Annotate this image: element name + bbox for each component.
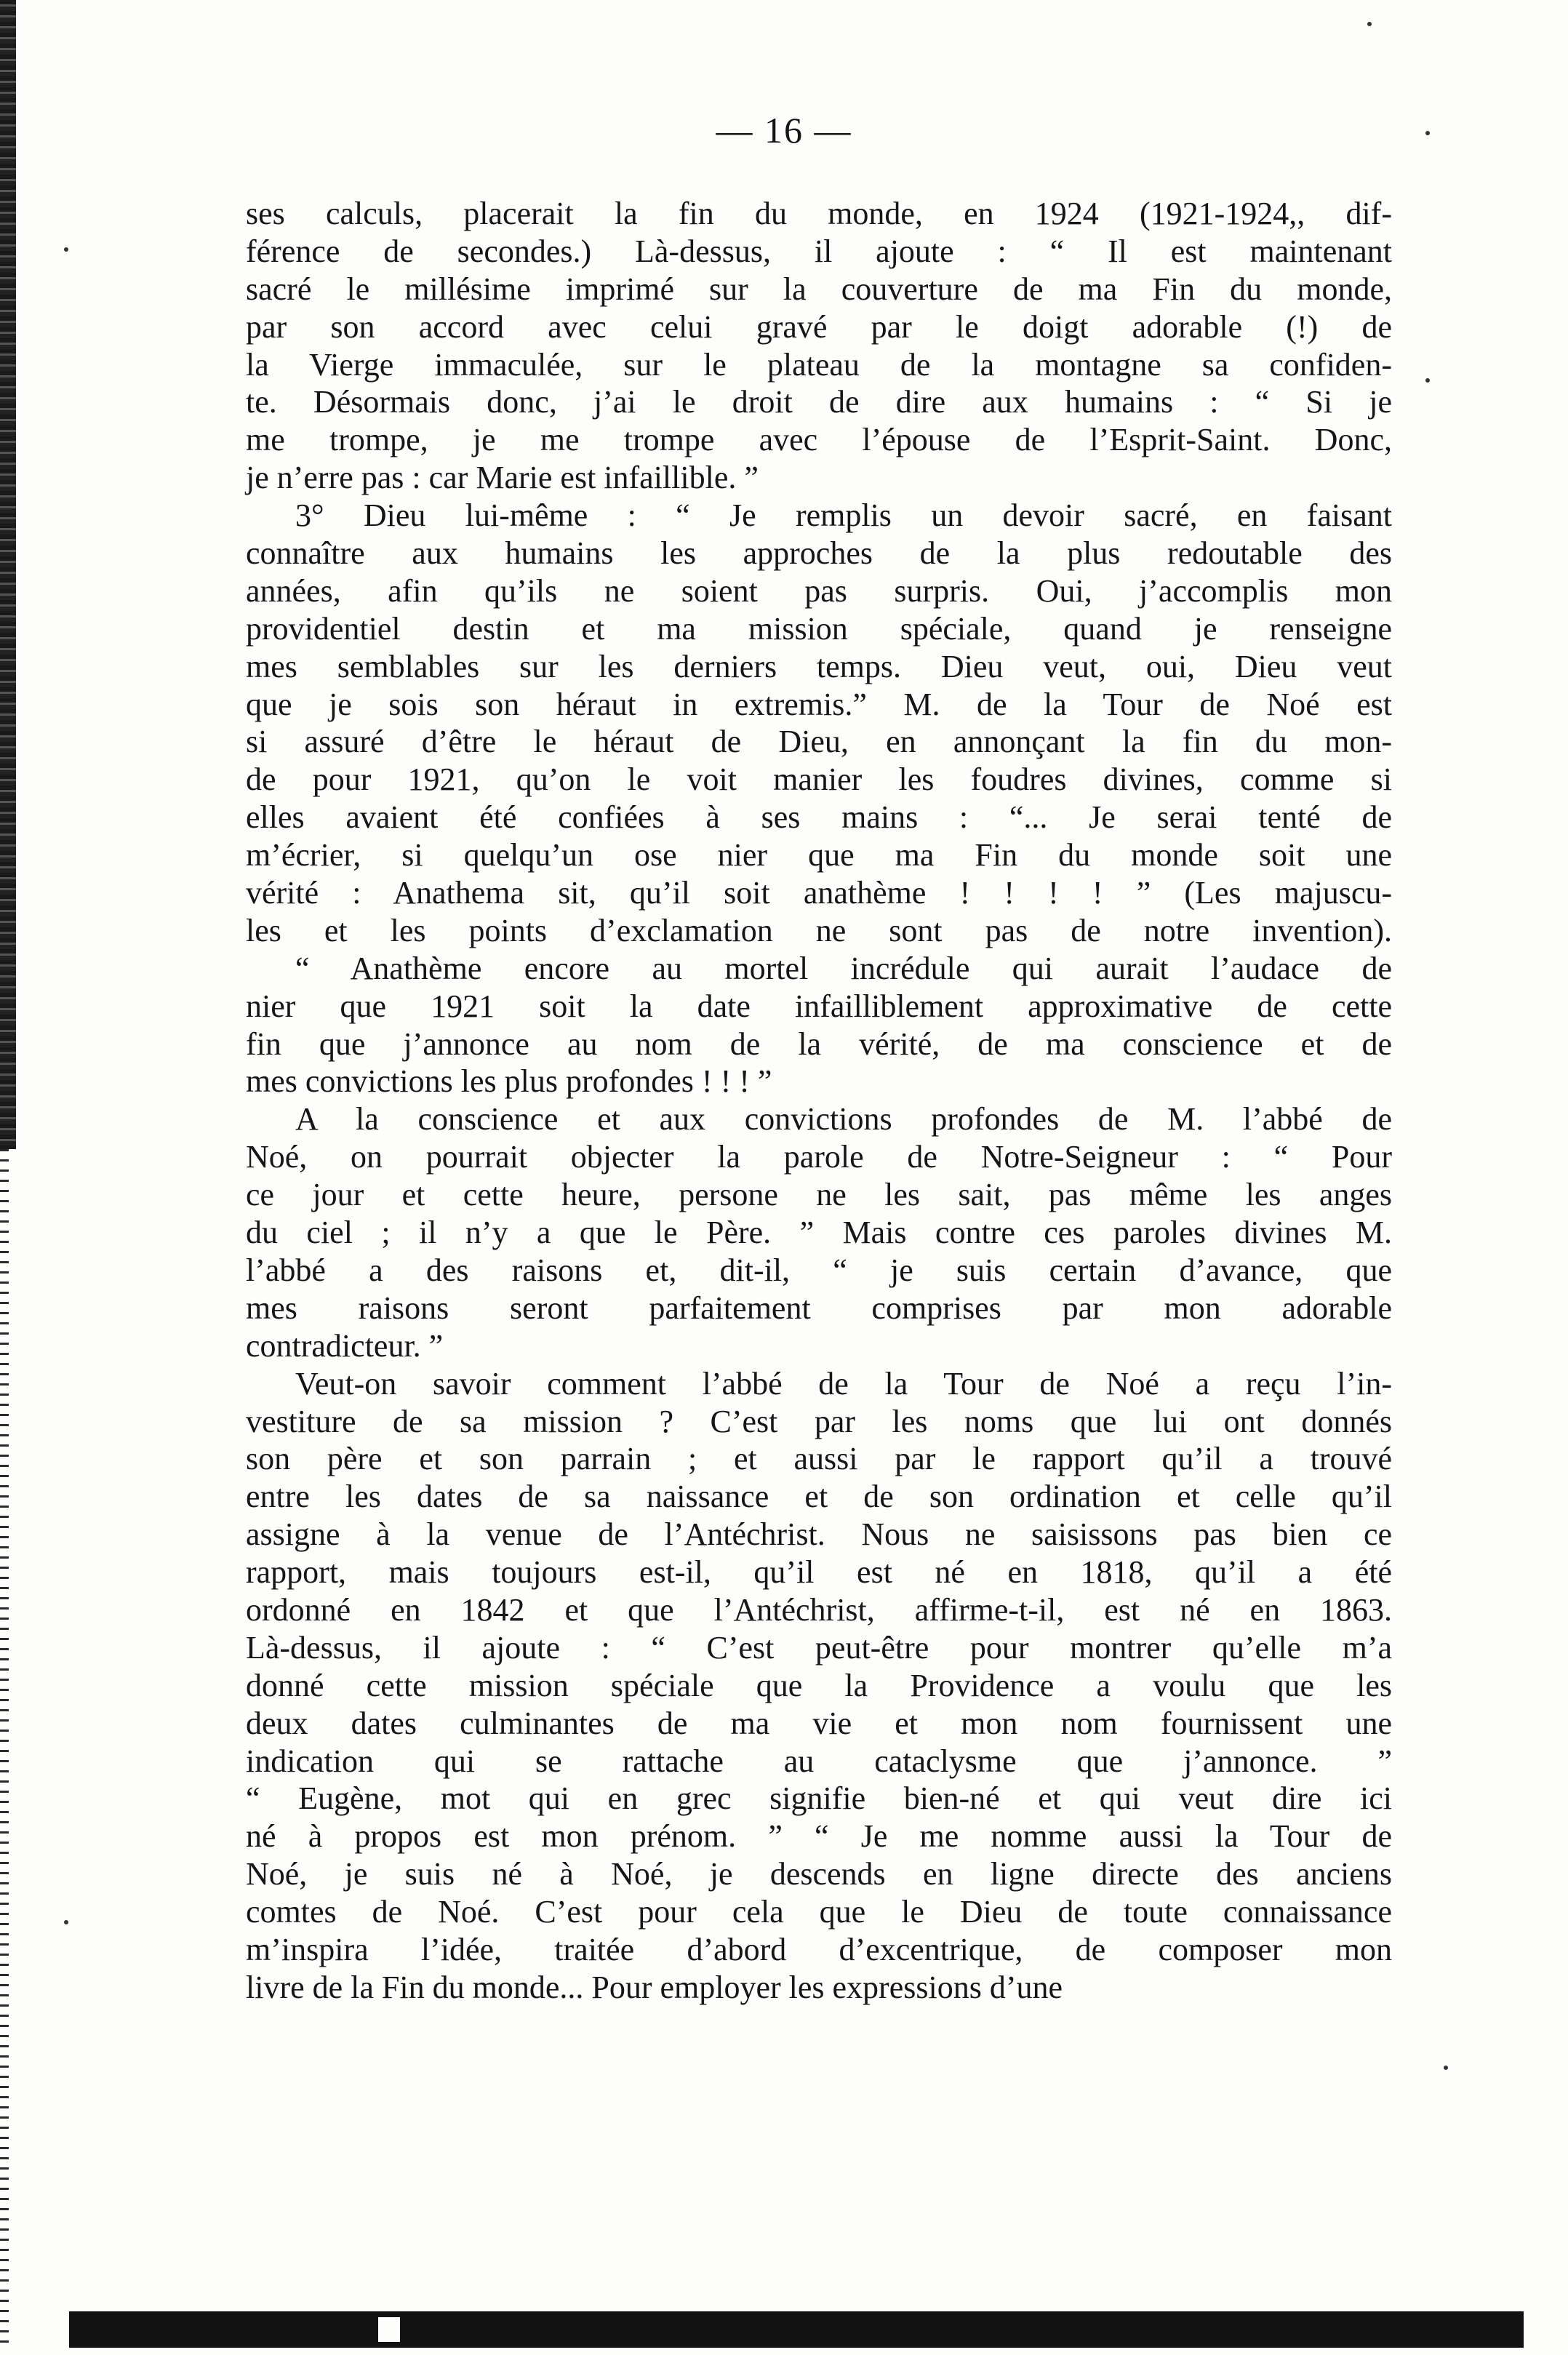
text-line: Veut-on savoir comment l’abbé de la Tour de Noé a reçu l’in-: [295, 1365, 1392, 1402]
text-line: de pour 1921, qu’on le voit manier les foudres divines, comme si: [246, 761, 1392, 798]
scan-speck: [64, 1920, 68, 1924]
text-line: par son accord avec celui gravé par le doigt adorable (!) de: [246, 308, 1392, 345]
text-line: 3° Dieu lui-même : “ Je remplis un devoir sacré, en faisant: [295, 497, 1392, 534]
text-line: les et les points d’exclamation ne sont pas de notre invention).: [246, 912, 1392, 948]
text-line: A la conscience et aux convictions profondes de M. l’abbé de: [295, 1101, 1392, 1137]
text-line: contradicteur. ”: [246, 1327, 444, 1364]
text-line: m’écrier, si quelqu’un ose nier que ma Fin du monde soit une: [246, 837, 1392, 873]
text-line: son père et son parrain ; et aussi par le rapport qu’il a trouvé: [246, 1441, 1392, 1477]
page-number: — 16 —: [716, 110, 852, 151]
text-line: “ Eugène, mot qui en grec signifie bien-né et qui veut dire ici: [246, 1780, 1392, 1817]
scan-binding-edge: [0, 0, 16, 1149]
text-line: assigne à la venue de l’Antéchrist. Nous ne saisissons pas bien ce: [246, 1516, 1392, 1553]
text-line: années, afin qu’ils ne soient pas surpris. Oui, j’accomplis mon: [246, 572, 1392, 609]
text-line: Noé, je suis né à Noé, je descends en ligne directe des anciens: [246, 1856, 1392, 1892]
text-line: providentiel destin et ma mission spéciale, quand je renseigne: [246, 610, 1392, 647]
text-line: nier que 1921 soit la date infailliblement approximative de cette: [246, 988, 1392, 1024]
scan-speck: [1367, 22, 1372, 26]
text-line: Noé, on pourrait objecter la parole de Notre-Seigneur : “ Pour: [246, 1139, 1392, 1175]
text-line: l’abbé a des raisons et, dit-il, “ je suis certain d’avance, que: [246, 1252, 1392, 1288]
body-text: [246, 195, 1392, 2007]
text-line: mes semblables sur les derniers temps. Dieu veut, oui, Dieu veut: [246, 648, 1392, 684]
scan-bottom-edge-gap: [378, 2317, 400, 2342]
text-line: elles avaient été confiées à ses mains : “... Je serai tenté de: [246, 799, 1392, 836]
text-line: ce jour et cette heure, persone ne les sait, pas même les anges: [246, 1177, 1392, 1213]
text-line: livre de la Fin du monde... Pour employer les expressions d’une: [246, 1969, 1063, 2005]
text-line: donné cette mission spéciale que la Providence a voulu que les: [246, 1667, 1392, 1703]
text-line: deux dates culminantes de ma vie et mon nom fournissent une: [246, 1705, 1392, 1741]
text-line: te. Désormais donc, j’ai le droit de dire aux humains : “ Si je: [246, 384, 1392, 420]
text-line: du ciel ; il n’y a que le Père. ” Mais contre ces paroles divines M.: [246, 1215, 1392, 1251]
text-line: me trompe, je me trompe avec l’épouse de l’Esprit-Saint. Donc,: [246, 422, 1392, 458]
scan-bottom-edge: [69, 2311, 1524, 2348]
text-line: ordonné en 1842 et que l’Antéchrist, affirme-t-il, est né en 1863.: [246, 1591, 1392, 1628]
text-line: mes convictions les plus profondes ! ! ! ”: [246, 1063, 772, 1100]
text-line: indication qui se rattache au cataclysme que j’annonce. ”: [246, 1743, 1392, 1779]
text-line: que je sois son héraut in extremis.” M. de la Tour de Noé est: [246, 686, 1392, 722]
text-line: “ Anathème encore au mortel incrédule qui aurait l’audace de: [295, 950, 1392, 986]
scan-speck: [64, 247, 68, 252]
text-line: entre les dates de sa naissance et de son ordination et celle qu’il: [246, 1479, 1392, 1515]
scan-speck: [1444, 2066, 1448, 2070]
text-line: vestiture de sa mission ? C’est par les noms que lui ont donnés: [246, 1403, 1392, 1439]
text-line: ses calculs, placerait la fin du monde, en 1924 (1921-1924,, dif-: [246, 196, 1392, 231]
scan-speck: [1425, 131, 1430, 135]
scan-binding-edge-lower: [0, 1149, 9, 2349]
text-line: la Vierge immaculée, sur le plateau de la montagne sa confiden-: [246, 346, 1392, 383]
text-line: Là-dessus, il ajoute : “ C’est peut-être pour montrer qu’elle m’a: [246, 1629, 1392, 1666]
text-line: mes raisons seront parfaitement comprises par mon adorable: [246, 1290, 1392, 1326]
text-line: fin que j’annonce au nom de la vérité, de ma conscience et de: [246, 1025, 1392, 1062]
scan-speck: [1425, 378, 1430, 383]
text-line: je n’erre pas : car Marie est infaillible. ”: [246, 460, 759, 496]
text-line: sacré le millésime imprimé sur la couverture de ma Fin du monde,: [246, 271, 1392, 307]
text-line: si assuré d’être le héraut de Dieu, en annonçant la fin du mon-: [246, 724, 1392, 760]
text-line: m’inspira l’idée, traitée d’abord d’excentrique, de composer mon: [246, 1931, 1392, 1967]
text-line: rapport, mais toujours est-il, qu’il est né en 1818, qu’il a été: [246, 1554, 1392, 1591]
text-line: vérité : Anathema sit, qu’il soit anathème ! ! ! ! ” (Les majuscu-: [246, 875, 1392, 911]
text-line: né à propos est mon prénom. ” “ Je me nomme aussi la Tour de: [246, 1818, 1392, 1855]
text-line: connaître aux humains les approches de la plus redoutable des: [246, 535, 1392, 572]
text-line: comtes de Noé. C’est pour cela que le Dieu de toute connaissance: [246, 1894, 1392, 1930]
text-line: férence de secondes.) Là-dessus, il ajoute : “ Il est maintenant: [246, 233, 1392, 269]
